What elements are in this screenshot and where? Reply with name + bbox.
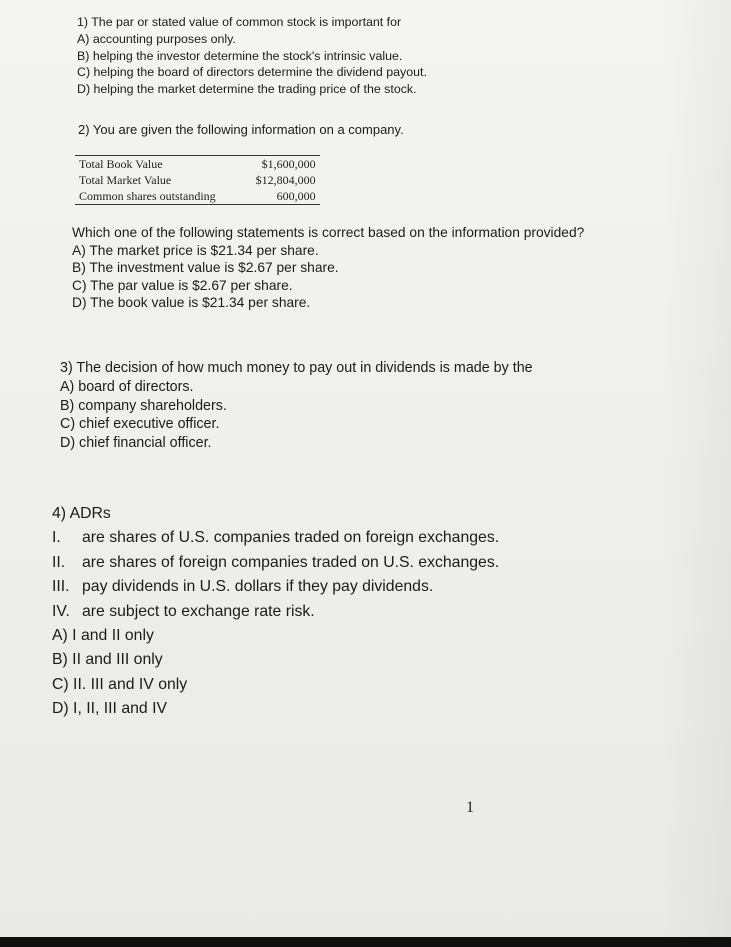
question-2-stem: 2) You are given the following information on a company.: [78, 122, 404, 137]
question-3-option-c: C) chief executive officer.: [60, 416, 220, 433]
question-4-statement-3: [52, 575, 499, 599]
question-3-option-a: A) board of directors.: [60, 378, 194, 395]
statement-text: are shares of U.S. companies traded on foreign exchanges.: [82, 529, 500, 547]
table-row: [75, 188, 320, 205]
table-label-book-value: Total Book Value: [79, 156, 163, 171]
page-number: 1: [466, 799, 474, 816]
table-value-market-value: $12,804,000: [255, 172, 316, 187]
bottom-edge: [0, 937, 731, 947]
table-label-market-value: Total Market Value: [79, 172, 172, 187]
question-4-statement-4: [52, 600, 499, 624]
question-4-statement-2: [52, 551, 499, 575]
question-2-body: [72, 224, 584, 312]
statement-text: pay dividends in U.S. dollars if they pay dividends.: [82, 578, 434, 596]
table-value-book-value: $1,600,000: [261, 156, 316, 171]
question-1-option-c: C) helping the board of directors determine the dividend payout.: [77, 65, 427, 80]
question-4: [52, 502, 499, 722]
question-3-option-d: D) chief financial officer.: [60, 435, 212, 452]
question-3-stem: 3) The decision of how much money to pay out in dividends is made by the: [60, 360, 533, 376]
question-1: [77, 14, 427, 98]
question-3: [60, 359, 533, 453]
table-row: [75, 172, 320, 188]
question-2-option-c: C) The par value is $2.67 per share.: [72, 277, 293, 293]
statement-text: are subject to exchange rate risk.: [82, 602, 315, 620]
statement-text: are shares of foreign companies traded on U.S. exchanges.: [82, 553, 500, 571]
question-2: [78, 121, 404, 139]
question-2-option-a: A) The market price is $21.34 per share.: [72, 242, 319, 258]
statement-numeral: III.: [52, 578, 70, 596]
question-2-option-b: B) The investment value is $2.67 per share.: [72, 260, 339, 276]
question-3-option-b: B) company shareholders.: [60, 397, 227, 414]
question-4-option-a: A) I and II only: [52, 627, 154, 645]
question-4-option-d: D) I, II, III and IV: [52, 700, 168, 718]
company-info-table: [75, 155, 320, 205]
question-1-option-b: B) helping the investor determine the stock's intrinsic value.: [77, 48, 403, 63]
table-row: [75, 156, 320, 173]
statement-numeral: IV.: [52, 602, 70, 620]
question-4-stem: 4) ADRs: [52, 505, 111, 522]
page-edge-shadow: [661, 0, 731, 947]
question-2-option-d: D) The book value is $21.34 per share.: [72, 295, 311, 311]
question-4-option-c: C) II. III and IV only: [52, 675, 188, 693]
question-1-stem: 1) The par or stated value of common stock is important for: [77, 15, 402, 29]
statement-numeral: II.: [52, 553, 66, 571]
statement-numeral: I.: [52, 529, 61, 547]
question-1-option-d: D) helping the market determine the trading price of the stock.: [77, 82, 417, 97]
question-2-question: Which one of the following statements is correct based on the information provided?: [72, 225, 585, 240]
question-4-option-b: B) II and III only: [52, 651, 163, 669]
table-value-shares-outstanding: 600,000: [276, 188, 316, 203]
question-1-option-a: A) accounting purposes only.: [77, 31, 236, 46]
question-4-statement-1: [52, 526, 499, 550]
table-label-shares-outstanding: Common shares outstanding: [79, 188, 216, 203]
